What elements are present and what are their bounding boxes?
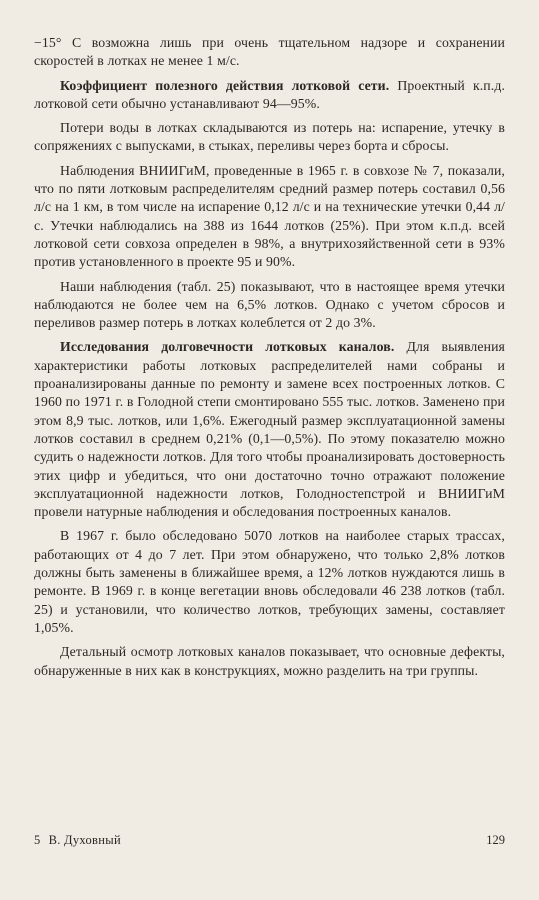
paragraph-defects: Детальный осмотр лотковых каналов показывает, что основные дефекты, обнаруженные в них как в конструкциях, можно разделить на три группы.	[34, 644, 505, 678]
paragraph-observations-1965: Наблюдения ВНИИГиМ, проведенные в 1965 г. в совхозе № 7, показали, что по пяти лотковым распределителям средний размер потерь составил 0,56 л/с на 1 км, в том числе на испарение 0,12 л/с и на технические утечки 0,44 л/с. Утечки наблюдались на 388 из 1644 лотков (25%). При этом к.п.д. всей лотковой сети совхоза определен в 98%, а внутрихозяйственной сети в 93% против установленного в проекте 95 и 90%.	[34, 162, 505, 270]
signature-number: 5	[34, 833, 41, 847]
section-heading-durability: Исследования долговечности лотковых каналов.	[60, 339, 395, 355]
paragraph-survey-1967: В 1967 г. было обследовано 5070 лотков на наиболее старых трассах, работающих от 4 до 7 лет. При этом обнаружено, что только 2,8% лотков должны быть заменены в ближайшее время, а 12% лотков нуждаются лишь в ремонте. В 1969 г. в конце вегетации вновь обследовали 46 238 лотков (табл. 25) и установили, что количество лотков, требующих замены, составляет 1,05%.	[34, 528, 505, 635]
printer-signature	[34, 832, 121, 848]
section-heading-efficiency: Коэффициент полезного действия лотковой сети.	[60, 77, 390, 93]
paragraph-durability: Исследования долговечности лотковых каналов. Для выявления характеристики работы лотковых распределителей нами собраны и проанализированы данные по ремонту и замене всех построенных лотков. С 1960 по 1971 г. в Голодной степи смонтировано 555 тыс. лотков. Заменено при этом 8,9 тыс. лотков, или 1,6%. Ежегодный размер эксплуатационной замены лотков составил в среднем 0,21% (0,1—0,5%). По этому показателю можно судить о надежности лотков. Для того чтобы проанализировать достоверность этих цифр и убедиться, что они достаточно точно отражают положение эксплуатационной надежности лотков, Голодностепстрой и ВНИИГиМ провели натурные наблюдения и обследования построенных каналов.	[34, 339, 505, 520]
paragraph-losses: Потери воды в лотках складываются из потерь на: испарение, утечку в сопряжениях с выпусками, в стыках, переливы через борта и сбросы.	[34, 120, 505, 154]
paragraph-efficiency: Коэффициент полезного действия лотковой сети. Проектный к.п.д. лотковой сети обычно устанавливают 94—95%.	[34, 77, 505, 111]
paragraph-continuation: −15° С возможна лишь при очень тщательном надзоре и сохранении скоростей в лотках не менее 1 м/с.	[34, 35, 505, 69]
paragraph-our-observations: Наши наблюдения (табл. 25) показывают, что в настоящее время утечки наблюдаются не более чем на 6,5% лотков. Однако с учетом сбросов и переливов размер потерь в лотках колеблется от 2 до 3%.	[34, 278, 505, 331]
page-number: 129	[486, 833, 505, 847]
signature-name: В. Духовный	[48, 833, 121, 847]
page-footer	[34, 832, 505, 848]
body-text	[34, 34, 505, 680]
